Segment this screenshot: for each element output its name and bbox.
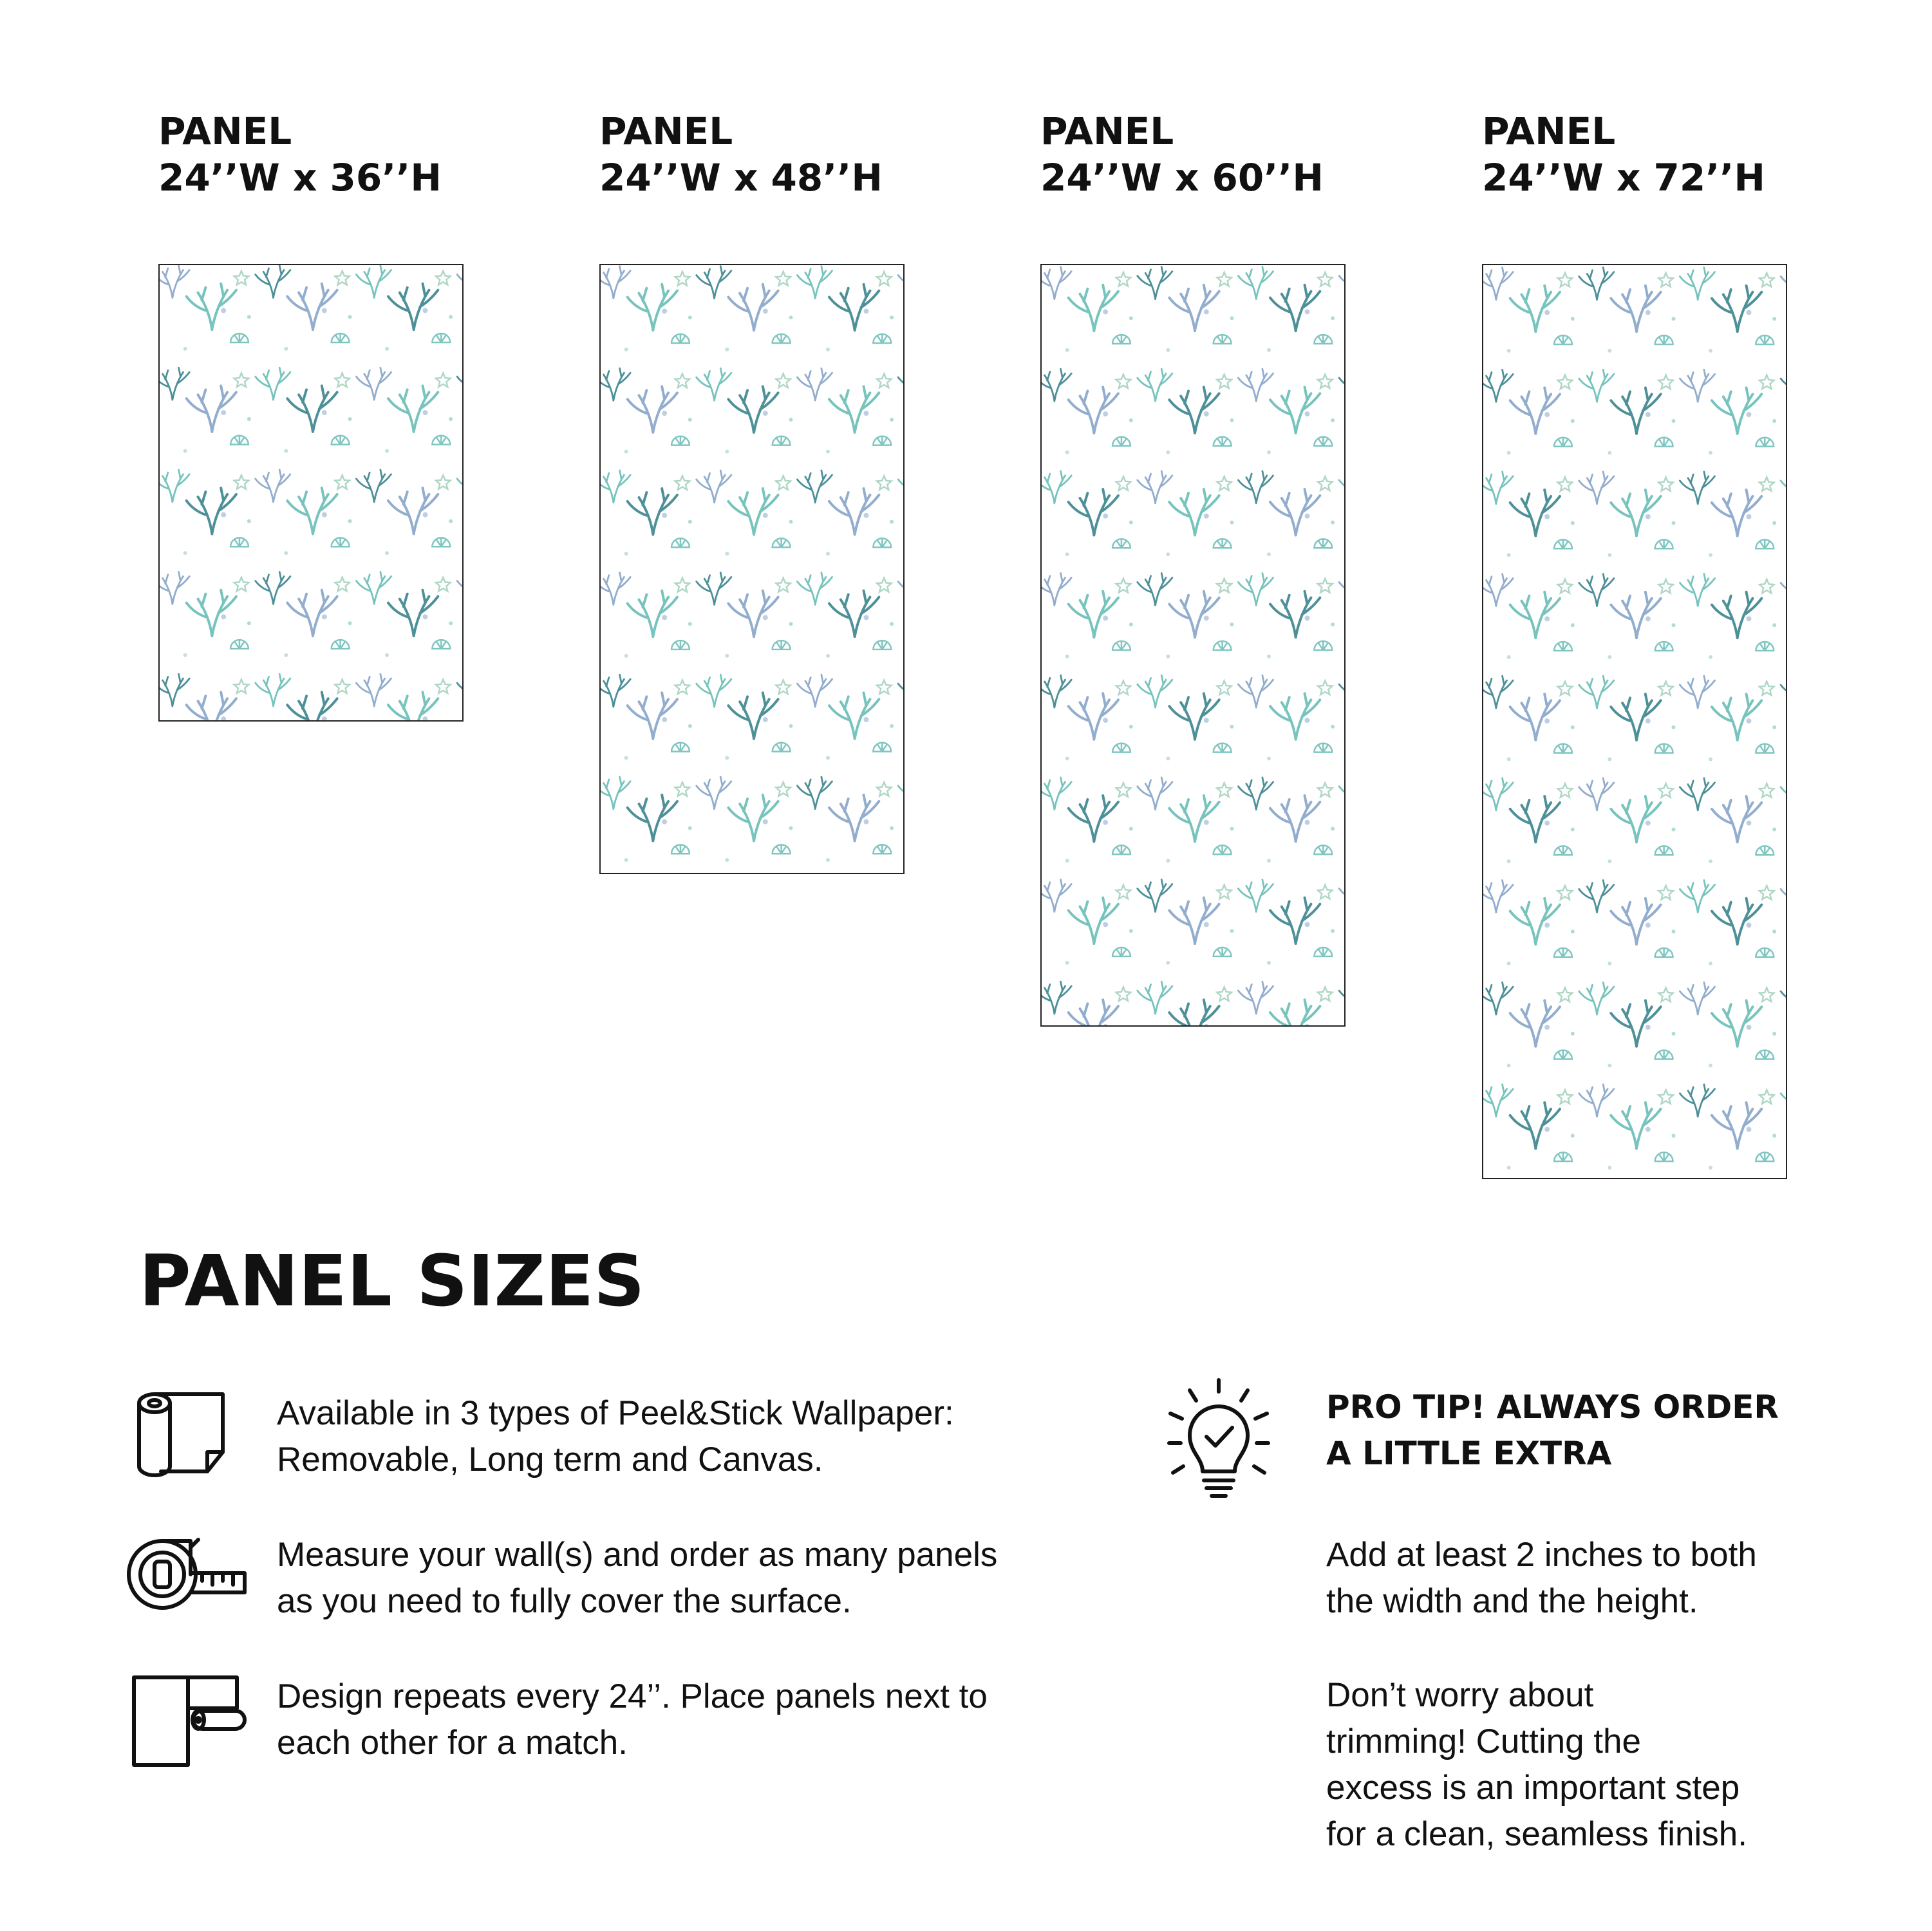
panel-size: 24’’W x 72’’H — [1482, 156, 1765, 200]
wallpaper-roll-icon — [131, 1390, 234, 1480]
coral-pattern — [1042, 265, 1344, 1025]
panel-title: PANEL — [158, 109, 292, 153]
panel-title: PANEL — [1040, 109, 1174, 153]
panel-preview-72 — [1482, 264, 1787, 1179]
pro-tip-paragraph-1: Add at least 2 inches to both the width and the height. — [1326, 1536, 1757, 1620]
feature-text-measure: Measure your wall(s) and order as many panels as you need to fully cover the surface. — [277, 1536, 998, 1620]
pro-tip-title: PRO TIP! ALWAYS ORDER A LITTLE EXTRA — [1326, 1388, 1779, 1472]
panel-label-48 — [599, 108, 999, 201]
panel-label-36 — [158, 108, 558, 201]
panel-preview-48 — [599, 264, 905, 874]
feature-text-repeat: Design repeats every 24’’. Place panels next to each other for a match. — [277, 1677, 988, 1762]
lightbulb-check-icon — [1164, 1376, 1273, 1498]
panel-label-72 — [1482, 108, 1881, 201]
coral-pattern — [1483, 265, 1786, 1178]
panel-title: PANEL — [1482, 109, 1616, 153]
feature-text-types: Available in 3 types of Peel&Stick Wallpaper: Removable, Long term and Canvas. — [277, 1394, 954, 1479]
section-title: PANEL SIZES — [139, 1240, 645, 1322]
panel-size: 24’’W x 48’’H — [599, 156, 883, 200]
pattern-repeat-icon — [131, 1674, 247, 1770]
pro-tip-paragraph-2: Don’t worry about trimming! Cutting the excess is an important step for a clean, seamless finish. — [1326, 1676, 1747, 1853]
panel-preview-60 — [1040, 264, 1346, 1027]
panel-size: 24’’W x 36’’H — [158, 156, 442, 200]
coral-pattern — [160, 265, 462, 720]
tape-measure-icon — [126, 1533, 249, 1617]
panel-title: PANEL — [599, 109, 733, 153]
panel-preview-36 — [158, 264, 464, 722]
panel-label-60 — [1040, 108, 1440, 201]
coral-pattern — [601, 265, 903, 873]
panel-size: 24’’W x 60’’H — [1040, 156, 1324, 200]
